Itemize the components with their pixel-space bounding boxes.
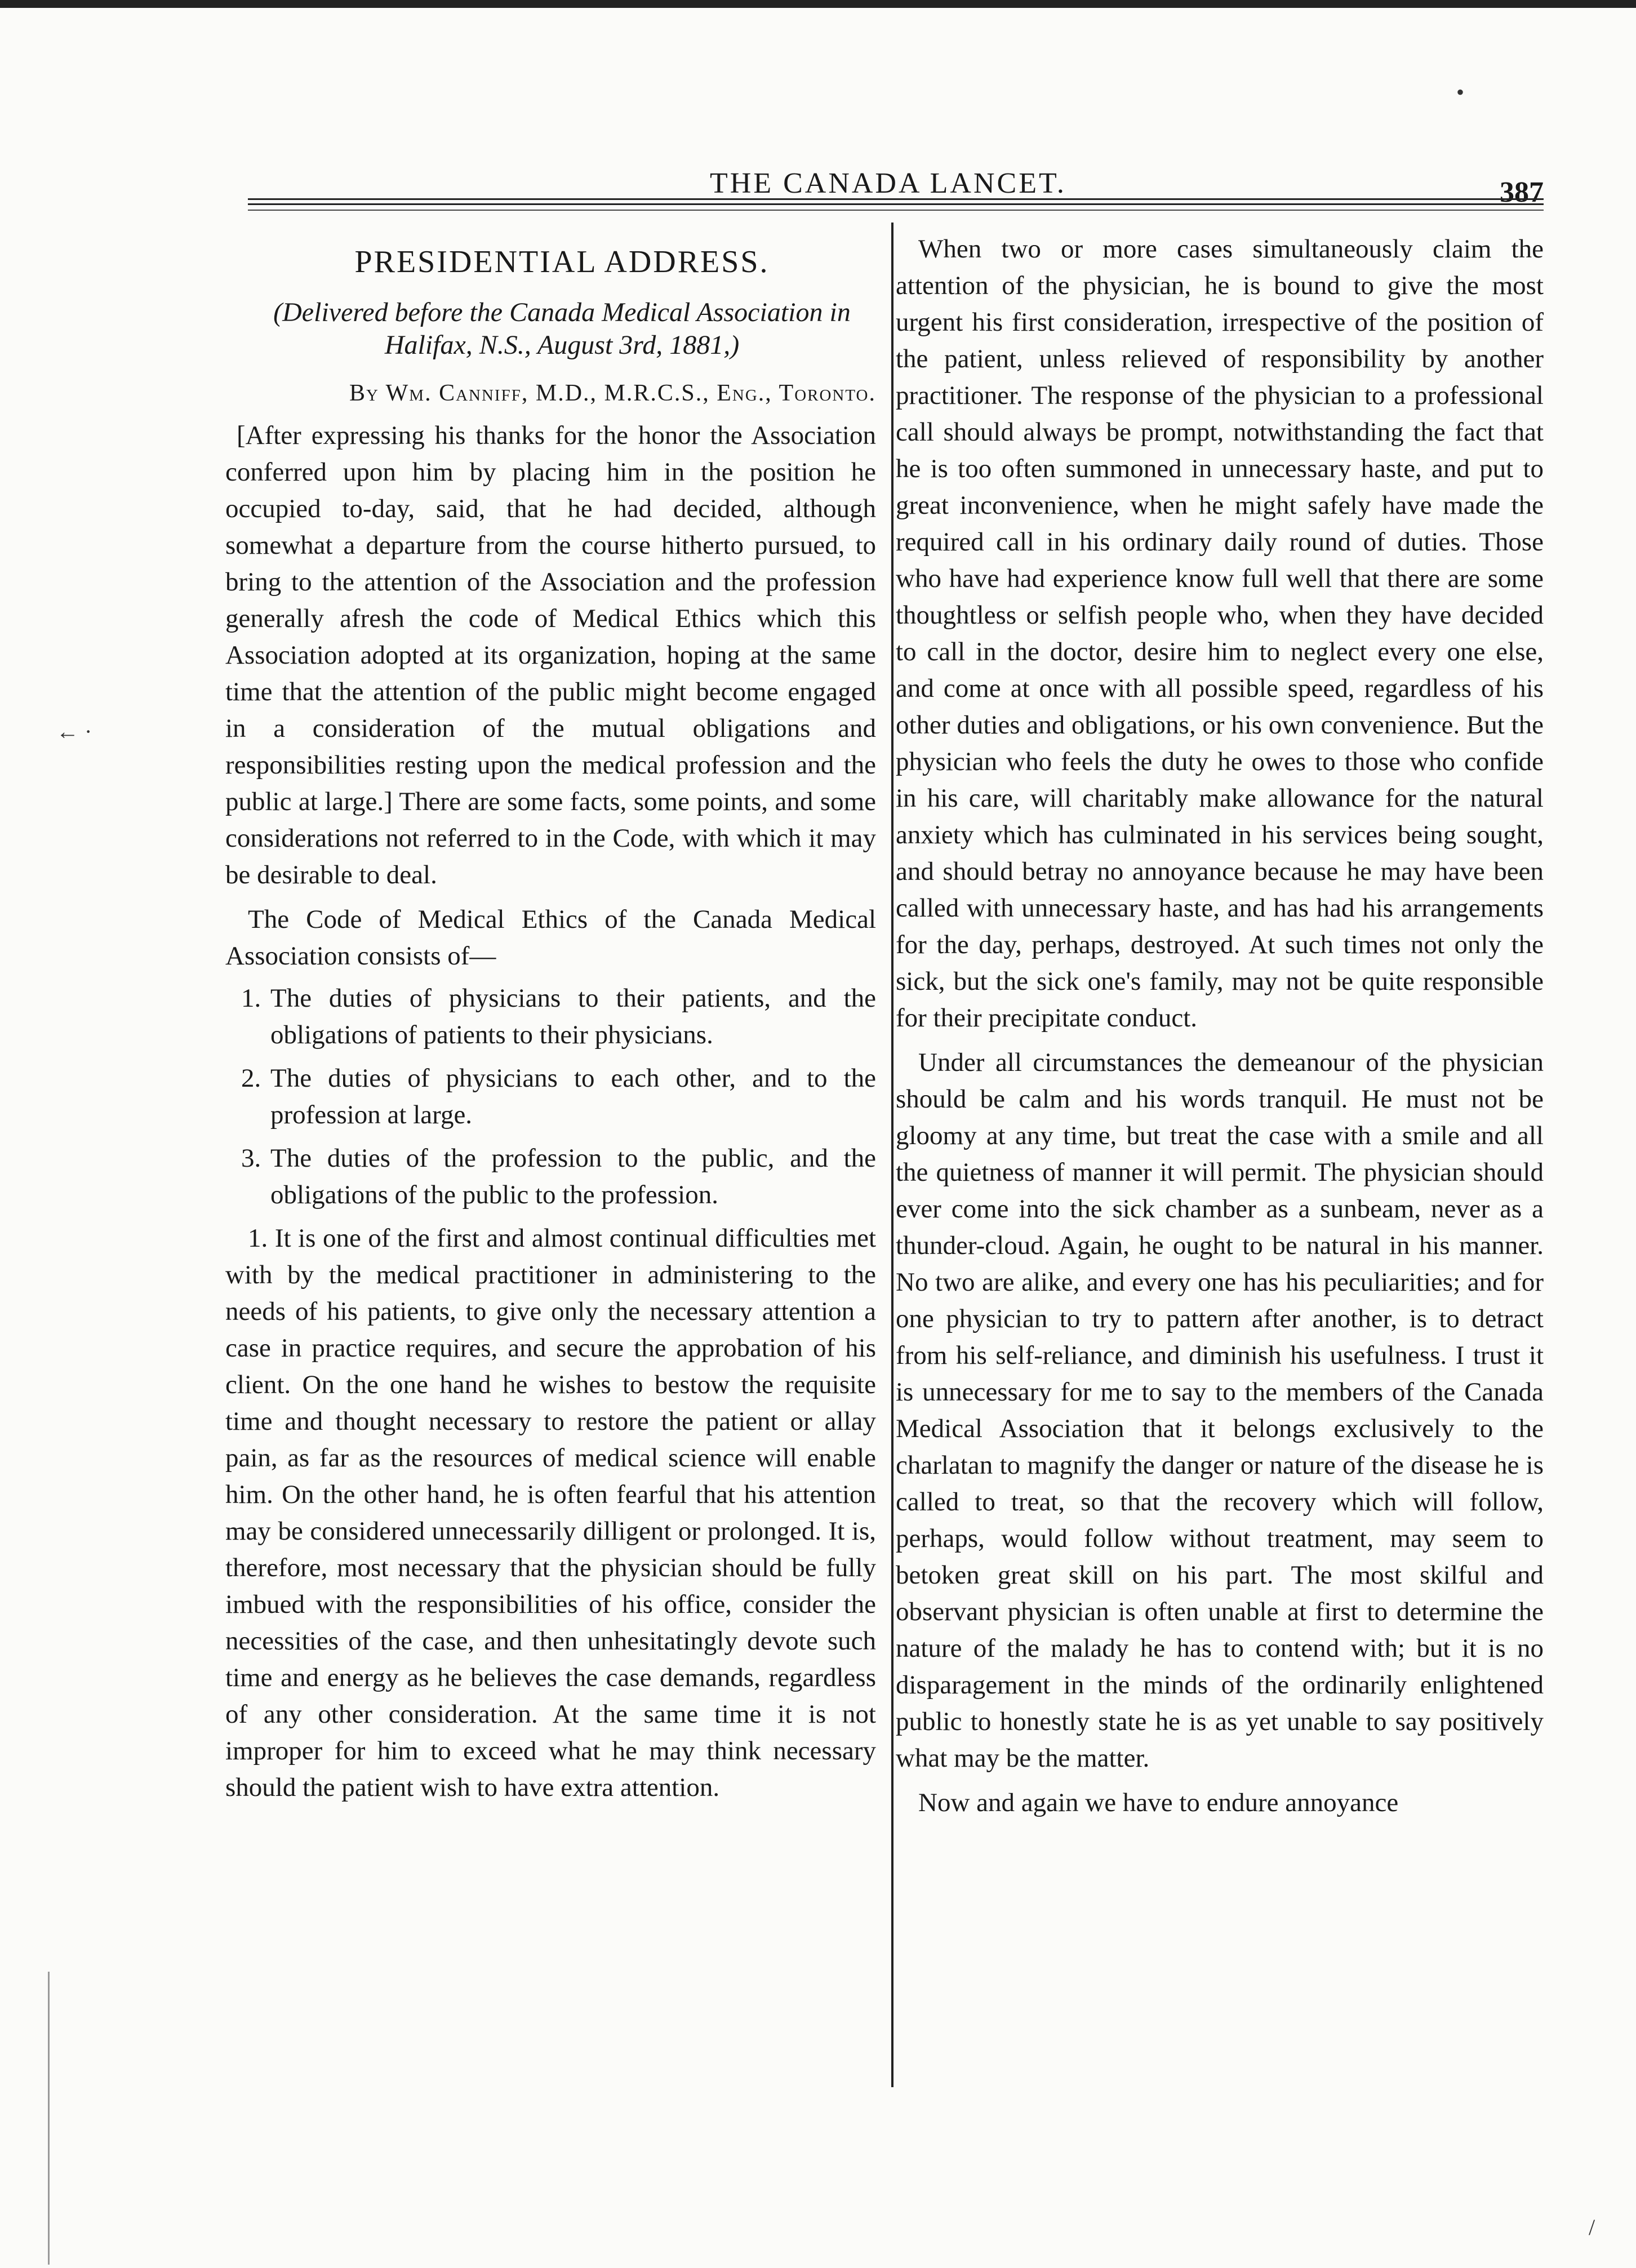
- page-left-edge: [48, 1972, 50, 2265]
- header-rule-thin: [248, 210, 1544, 211]
- paragraph: 1. It is one of the first and almost continual difficulties met with by the medical practitioner in administering to the needs of his patients, to give only the necessary attention a case in practice requires, and secure the approbation of his client. On the one hand he wishes to bestow the requisite time and thought necessary to restore the patient or allay pain, as far as the resources of medical science will enable him. On the other hand, he is often fearful that his attention may be considered unnecessarily dilligent or prolonged. It is, therefore, most necessary that the physician should be fully imbued with the responsibilities of his office, consider the necessities of the case, and then unhesitatingly devote such time and energy as he believes the case demands, regardless of any other consideration. At the same time it is not improper for him to exceed what he may think necessary should the patient wish to have extra attention.: [225, 1224, 876, 1802]
- ink-speck-bottom: /: [1589, 2214, 1595, 2240]
- code-list: [225, 980, 876, 1213]
- journal-title: THE CANADA LANCET.: [710, 167, 1066, 199]
- paragraph: Now and again we have to endure annoyance: [918, 1788, 1399, 1817]
- article-author: By Wm. Canniff, M.D., M.R.C.S., Eng., Toronto.: [349, 380, 876, 406]
- paragraph: The Code of Medical Ethics of the Canada Medical Association consists of—: [225, 905, 876, 971]
- ink-speck: •: [1456, 79, 1465, 105]
- left-column: [225, 231, 876, 1806]
- running-header: [248, 163, 1544, 214]
- article-delivery-note: (Delivered before the Canada Medical Association in Halifax, N.S., August 3rd, 1881,): [273, 297, 851, 360]
- article-title: PRESIDENTIAL ADDRESS.: [354, 244, 770, 279]
- paragraph: [After expressing his thanks for the honor the Association conferred upon him by placing him in the position he occupied to-day, said, that he had decided, although somewhat a departure from the course hitherto pursued, to bring to the attention of the Association and the profession generally afresh the code of Medical Ethics which this Association adopted at its organization, hoping at the same time that the attention of the public might become engaged in a consideration of the mutual obligations and responsibilities resting upon the medical profession and the public at large.] There are some facts, some points, and some considerations not referred to in the Code, with which it may be desirable to deal.: [225, 421, 876, 890]
- list-item: 1. The duties of physicians to their patients, and the obligations of patients to their physicians.: [241, 984, 876, 1049]
- page-top-edge: [0, 0, 1636, 8]
- list-item: 2. The duties of physicians to each other, and to the profession at large.: [241, 1064, 876, 1129]
- paragraph: When two or more cases simultaneously claim the attention of the physician, he is bound to give the most urgent his first consideration, irrespective of the position of the patient, unless relieved of responsibility by another practitioner. The response of the physician to a professional call should always be prompt, notwithstanding the fact that he is too often summoned in unnecessary haste, and put to great inconvenience, when he might safely have made the required call in his ordinary daily round of duties. Those who have had experience know full well that there are some thoughtless or selfish people who, when they have decided to call in the doctor, desire him to neglect every one else, and come at once with all possible speed, regardless of his other duties and obligations, or his own convenience. But the physician who feels the duty he owes to those who confide in his care, will charitably make allowance for the natural anxiety which has culminated in his services being sought, and should betray no annoyance because he may have been called with unnecessary haste, and has had his arrangements for the day, perhaps, destroyed. At such times not only the sick, but the sick one's family, may not be quite responsible for their precipitate conduct.: [896, 234, 1544, 1033]
- header-rule: [248, 198, 1544, 205]
- right-column: [873, 231, 1544, 1821]
- paragraph: Under all circumstances the demeanour of the physician should be calm and his words tranquil. He must not be gloomy at any time, but treat the case with a smile and all the quietness of manner it will permit. The physician should ever come into the sick chamber as a sunbeam, never as a thunder-cloud. Again, he ought to be natural in his manner. No two are alike, and every one has his peculiarities; and for one physician to try to pattern after another, is to detract from his self-reliance, and diminish his usefulness. I trust it is unnecessary for me to say to the members of the Canada Medical Association that it belongs exclusively to the charlatan to magnify the danger or nature of the disease he is called to treat, so that the recovery which will follow, perhaps, would follow without treatment, may seem to betoken great skill on his part. The most skilful and observant physician is often unable at first to determine the nature of the malady he has to contend with; but it is no disparagement in the minds of the ordinarily enlightened public to honestly state he is as yet unable to say positively what may be the matter.: [896, 1048, 1544, 1773]
- page-number: 387: [1500, 176, 1544, 208]
- list-item: 3. The duties of the profession to the public, and the obligations of the public to the profession.: [241, 1144, 876, 1209]
- margin-mark: ← ·: [56, 719, 92, 744]
